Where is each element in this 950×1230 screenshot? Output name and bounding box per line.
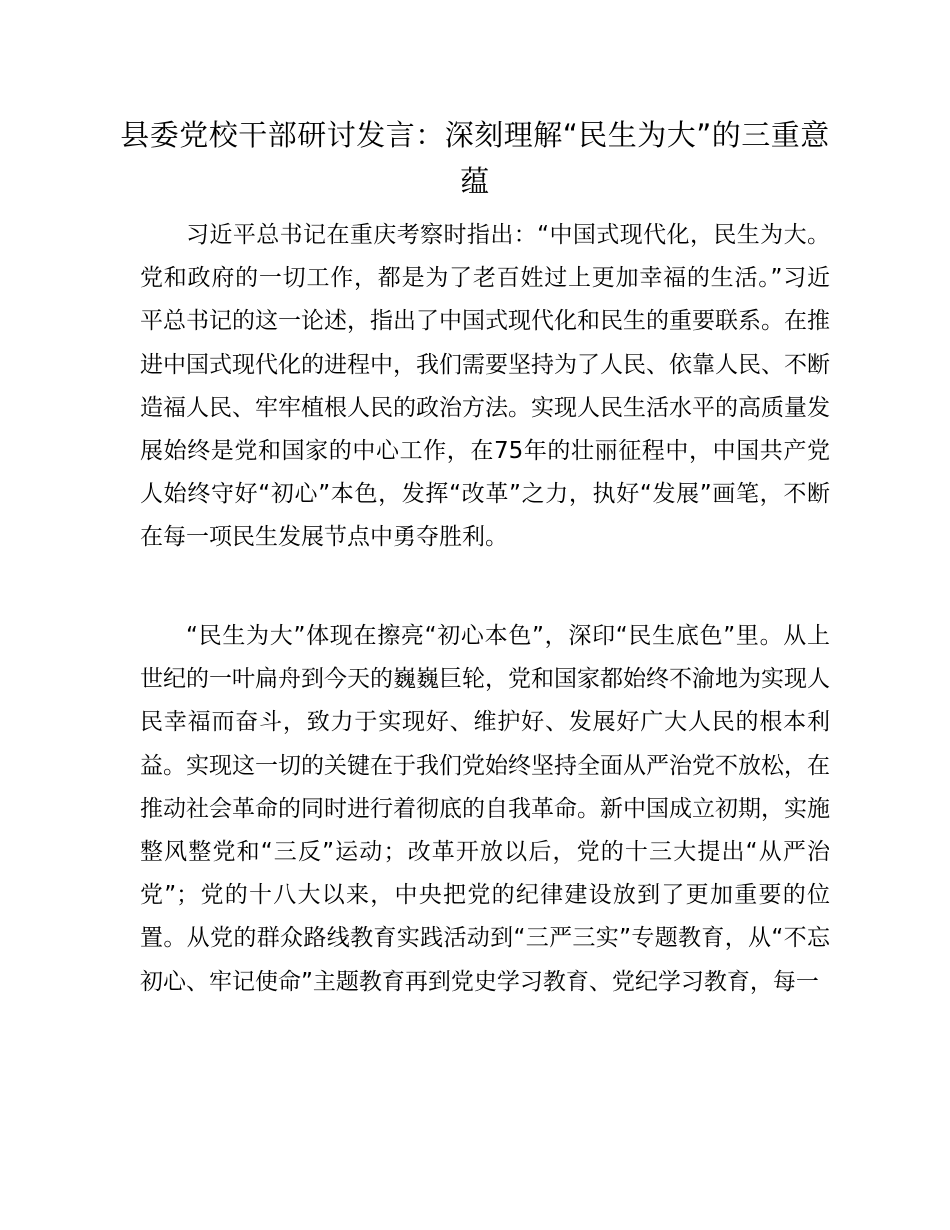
paragraph-2: “民生为大”体现在擦亮“初心本色”，深印“民生底色”里。从上世纪的一叶扁舟到今天的巍巍巨轮，党和国家都始终不渝地为实现人民幸福而奋斗，致力于实现好、维护好、发展好广大人民的根本利益。实现这一切的关键在于我们党始终坚持全面从严治党不放松，在推动社会革命的同时进行着彻底的自我革命。新中国成立初期，实施整风整党和“三反”运动；改革开放以后，党的十三大提出“从严治党”；党的十八大以来，中央把党的纪律建设放到了更加重要的位置。从党的群众路线教育实践活动到“三严三实”专题教育，从“不忘初心、牢记使命”主题教育再到党史学习教育、党纪学习教育，每一 [140,623,830,995]
paragraph-1: 习近平总书记在重庆考察时指出：“中国式现代化，民生为大。党和政府的一切工作，都是为了老百姓过上更加幸福的生活。”习近平总书记的这一论述，指出了中国式现代化和民生的重要联系。在推进中国式现代化的进程中，我们需要坚持为了人民、依靠人民、不断造福人民、牢牢植根人民的政治方法。实现人民生活水平的高质量发展始终是党和国家的中心工作，在75年的壮丽征程中，中国共产党人始终守好“初心”本色，发挥“改革”之力，执好“发展”画笔，不断在每一项民生发展节点中勇夺胜利。 [140,222,830,551]
document-body [140,214,830,1017]
document-title: 县委党校干部研讨发言：深刻理解“民生为大”的三重意蕴 [120,118,830,198]
